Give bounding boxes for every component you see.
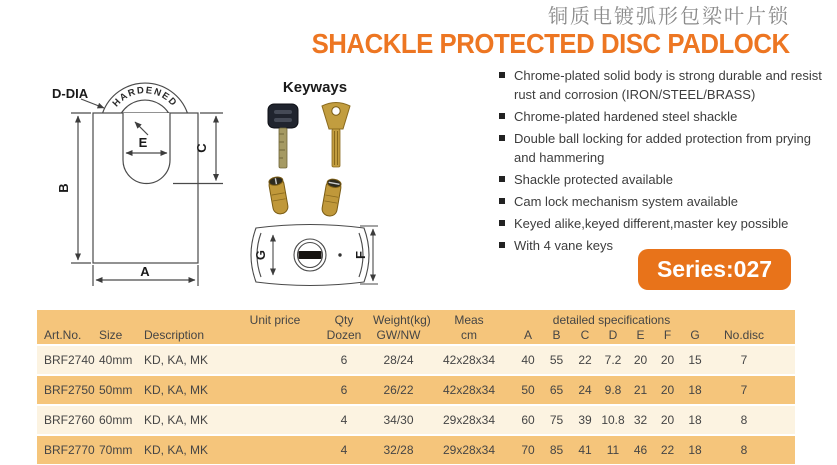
cell-spec-d: 9.8 — [604, 383, 622, 397]
feature-item — [499, 170, 823, 189]
feature-text: Chrome-plated hardened steel shackle — [514, 109, 738, 124]
label-g: G — [253, 249, 268, 261]
key-black — [268, 104, 298, 168]
cell-spec-c: 39 — [578, 413, 592, 427]
col-header-size: Size — [99, 328, 123, 342]
label-e: E — [138, 135, 148, 150]
cell-weight: 26/22 — [383, 383, 414, 397]
col-header-description: Description — [144, 328, 205, 342]
cell-spec-d: 7.2 — [604, 353, 622, 367]
cell-weight: 28/24 — [383, 353, 414, 367]
feature-item — [499, 129, 823, 167]
col-header-spec-d: D — [608, 328, 618, 342]
cell-spec-b: 75 — [549, 413, 564, 427]
pin-dot — [338, 253, 341, 256]
label-a: A — [140, 264, 150, 279]
cell-no-disc: 8 — [740, 413, 748, 427]
cell-spec-b: 65 — [549, 383, 564, 397]
feature-item — [499, 192, 823, 211]
bullet-square-icon — [499, 72, 505, 78]
bullet-square-icon — [499, 135, 505, 141]
title-chinese: 铜质电镀弧形包梁叶片锁 — [548, 6, 790, 28]
cell-spec-c: 41 — [578, 443, 592, 457]
col-header-spec-c: C — [580, 328, 590, 342]
cell-description: KD, KA, MK — [144, 413, 209, 427]
feature-text: Shackle protected available — [514, 172, 673, 187]
cell-qty: 6 — [340, 353, 348, 367]
col-header-gw-nw: GW/NW — [376, 328, 421, 342]
cell-spec-d: 11 — [606, 443, 620, 457]
keyways-photo — [256, 98, 372, 220]
keyway-cylinder-left — [268, 176, 289, 215]
cell-spec-c: 24 — [578, 383, 592, 397]
key-brass — [322, 103, 350, 168]
col-header-cm: cm — [461, 328, 477, 342]
col-header-meas: Meas — [454, 313, 484, 327]
feature-item — [499, 66, 823, 104]
cell-spec-a: 40 — [521, 353, 535, 367]
cell-spec-g: 15 — [688, 353, 702, 367]
cell-qty: 4 — [340, 413, 348, 427]
cell-weight: 32/28 — [383, 443, 414, 457]
cell-no-disc: 7 — [740, 353, 748, 367]
col-header-detailed-specs: detailed specifications — [552, 313, 671, 327]
keyways-label: Keyways — [282, 79, 348, 96]
cell-spec-g: 18 — [688, 383, 702, 397]
cell-spec-a: 60 — [521, 413, 535, 427]
cell-description: KD, KA, MK — [144, 353, 209, 367]
bullet-square-icon — [499, 198, 505, 204]
col-header-unit-price: Unit price — [249, 313, 301, 327]
col-header-spec-b: B — [552, 328, 561, 342]
cell-art-no: BRF2760 — [44, 413, 95, 427]
cell-no-disc: 8 — [740, 443, 748, 457]
bullet-square-icon — [499, 176, 505, 182]
cell-qty: 6 — [340, 383, 348, 397]
label-c: C — [194, 143, 209, 153]
cell-meas: 42x28x34 — [442, 353, 496, 367]
cell-spec-f: 22 — [660, 443, 675, 457]
col-header-spec-e: E — [636, 328, 645, 342]
cell-spec-b: 55 — [549, 353, 564, 367]
col-header-spec-f: F — [663, 328, 672, 342]
col-header-art-no: Art.No. — [44, 328, 82, 342]
col-header-qty: Qty — [334, 313, 354, 327]
cell-spec-e: 32 — [633, 413, 648, 427]
cell-description: KD, KA, MK — [144, 443, 209, 457]
table-row — [37, 406, 795, 434]
cell-meas: 29x28x34 — [442, 443, 496, 457]
table-row — [37, 436, 795, 464]
feature-text: Chrome-plated solid body is strong durable and resist rust and corrosion (IRON/STEEL/BRASS) — [514, 68, 822, 102]
cell-spec-e: 46 — [633, 443, 648, 457]
padlock-bottom-diagram — [240, 219, 380, 291]
keyhole-slot — [299, 251, 322, 259]
cell-spec-a: 50 — [521, 383, 535, 397]
cell-spec-a: 70 — [521, 443, 535, 457]
cell-size: 40mm — [99, 353, 133, 367]
table-row — [37, 376, 795, 404]
series-badge: Series:027 — [638, 249, 791, 290]
cell-spec-e: 20 — [633, 353, 648, 367]
label-f: F — [353, 251, 368, 259]
cell-spec-c: 22 — [578, 353, 592, 367]
bullet-square-icon — [499, 242, 505, 248]
page-title: SHACKLE PROTECTED DISC PADLOCK — [311, 28, 790, 59]
keyway-cylinder-right — [321, 178, 342, 217]
shackle-inner-arc — [121, 100, 168, 113]
bullet-square-icon — [499, 113, 505, 119]
spec-table — [37, 310, 795, 464]
feature-text: Cam lock mechanism system available — [514, 194, 738, 209]
col-header-spec-a: A — [523, 328, 532, 342]
cell-art-no: BRF2770 — [44, 443, 95, 457]
cell-no-disc: 7 — [740, 383, 748, 397]
feature-text: Double ball locking for added protection from prying and hammering — [514, 131, 812, 165]
feature-text: With 4 vane keys — [514, 238, 613, 253]
cell-description: KD, KA, MK — [144, 383, 209, 397]
label-d-dia: D-DIA — [52, 86, 89, 101]
cell-size: 50mm — [99, 383, 133, 397]
cell-art-no: BRF2750 — [44, 383, 95, 397]
cell-spec-b: 85 — [549, 443, 564, 457]
col-header-dozen: Dozen — [326, 328, 362, 342]
col-header-no-disc: No.disc — [723, 328, 764, 342]
cell-spec-f: 20 — [660, 413, 675, 427]
cell-spec-f: 20 — [660, 353, 675, 367]
cell-spec-e: 21 — [633, 383, 648, 397]
label-hardened: HARDENED — [110, 84, 180, 110]
label-b: B — [56, 183, 71, 193]
cell-spec-g: 18 — [688, 443, 702, 457]
cell-size: 70mm — [99, 443, 133, 457]
table-row — [37, 346, 795, 374]
feature-text: Keyed alike,keyed different,master key possible — [514, 216, 789, 231]
cell-qty: 4 — [340, 443, 348, 457]
feature-list — [499, 66, 823, 258]
cell-size: 60mm — [99, 413, 133, 427]
cell-spec-d: 10.8 — [601, 413, 625, 427]
cell-spec-f: 20 — [660, 383, 675, 397]
cell-meas: 42x28x34 — [442, 383, 496, 397]
padlock-front-diagram — [35, 62, 235, 292]
table-header — [37, 310, 795, 344]
cell-spec-g: 18 — [688, 413, 702, 427]
cell-weight: 34/30 — [383, 413, 414, 427]
col-header-weight: Weight(kg) — [373, 313, 431, 327]
feature-item — [499, 214, 823, 233]
page-header — [270, 5, 790, 59]
cell-art-no: BRF2740 — [44, 353, 95, 367]
feature-item — [499, 107, 823, 126]
col-header-spec-g: G — [690, 328, 700, 342]
bullet-square-icon — [499, 220, 505, 226]
cell-meas: 29x28x34 — [442, 413, 496, 427]
